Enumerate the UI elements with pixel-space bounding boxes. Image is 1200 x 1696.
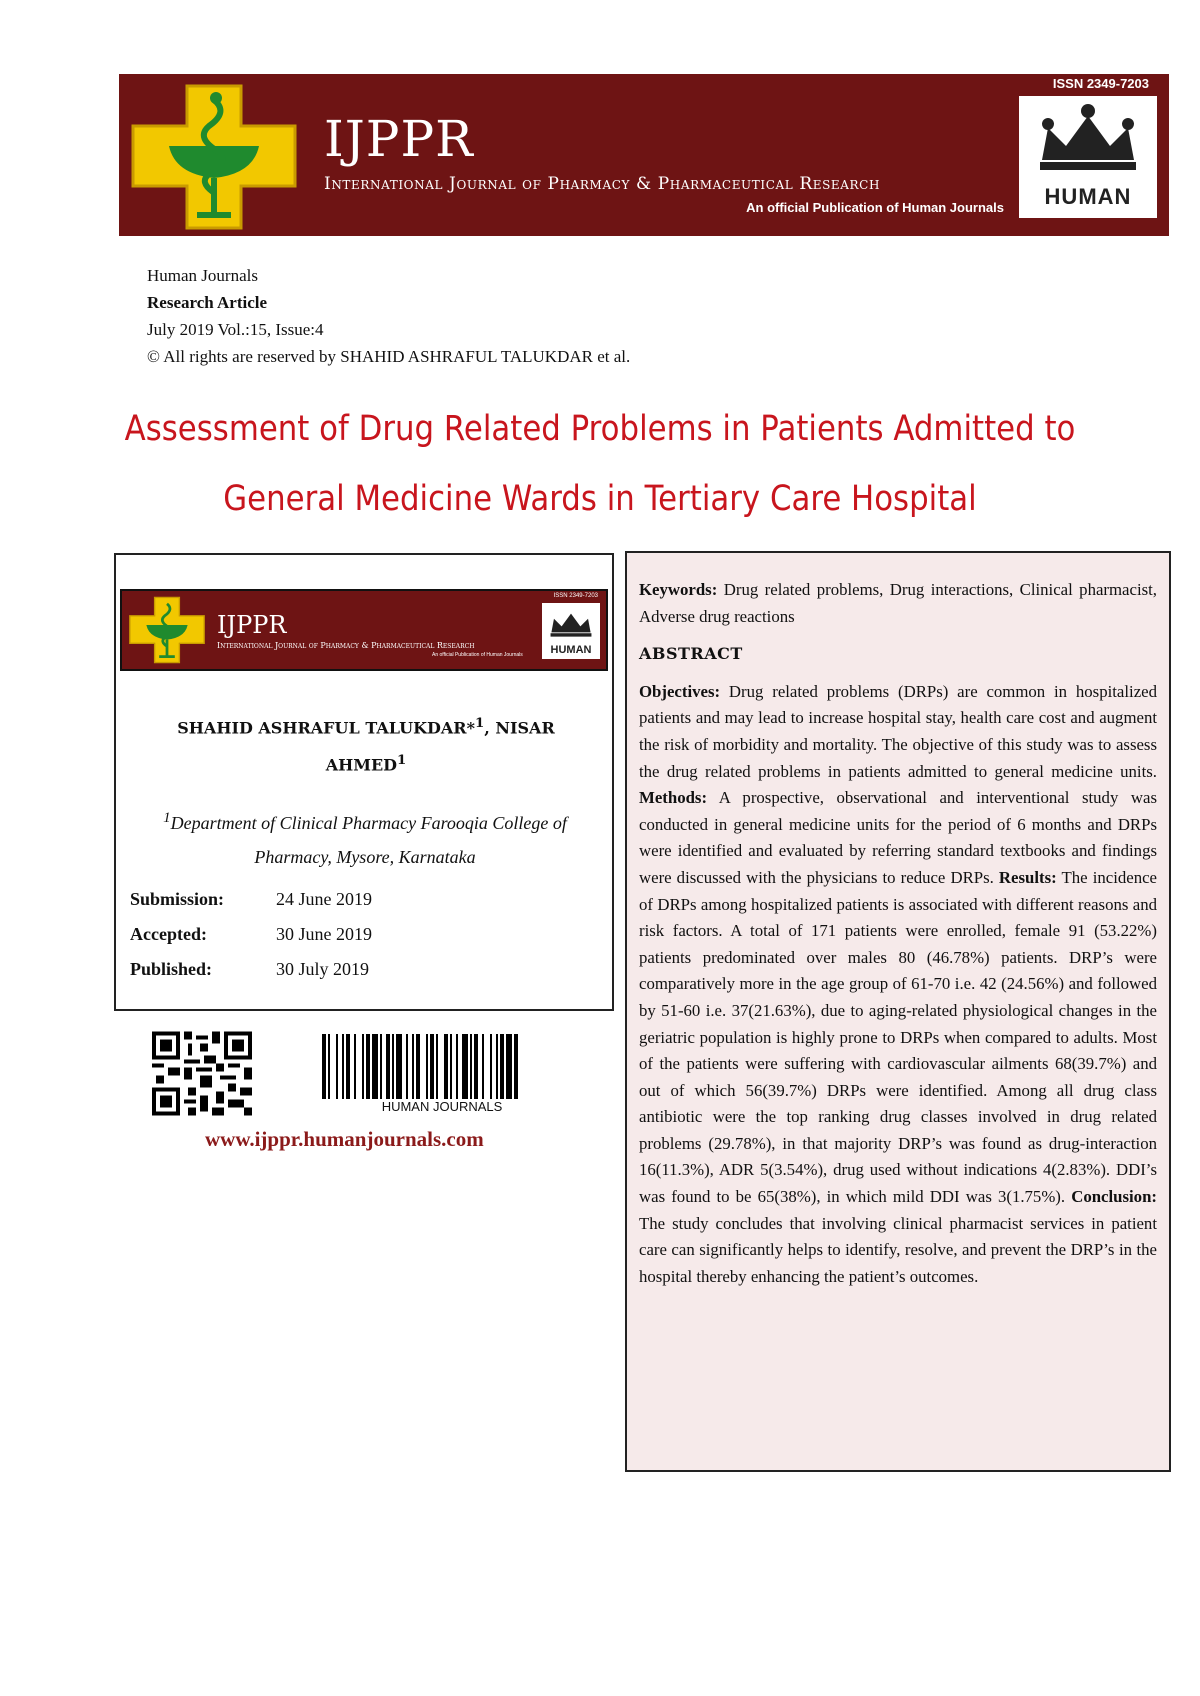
journal-banner <box>119 74 1169 236</box>
results-label: Results: <box>998 867 1057 887</box>
issn-label: ISSN 2349-7203 <box>1052 76 1149 91</box>
author-2: AHMED <box>325 755 398 775</box>
human-journals-logo <box>1019 96 1157 218</box>
abstract-heading: ABSTRACT <box>639 644 743 664</box>
methods-text: A prospective, observational and interventional study was conducted in general medicine units for the period of 6 months and DRPs were identified and evaluated by referring standard textbooks and findings were discussed with the physicians to reduce DRPs. <box>639 788 1157 887</box>
author-separator: , NISAR <box>484 718 555 738</box>
copyright-line: © All rights are reserved by SHAHID ASHRAFUL TALUKDAR et al. <box>147 347 631 366</box>
mini-human-logo <box>542 603 600 659</box>
objectives-label: Objectives: <box>639 681 721 701</box>
author-1-affil-mark: 1 <box>474 715 485 731</box>
abstract-box <box>625 551 1171 1472</box>
affiliation-mark: 1 <box>163 810 171 826</box>
date-label: Accepted: <box>130 924 207 944</box>
conclusion-text: The study concludes that involving clinical pharmacist services in patient care can significantly helps to identify, resolve, and prevent the DRP’s in the hospital thereby enhancing the patient’s outcomes. <box>639 1213 1157 1286</box>
mini-logo-name: IJPPR <box>217 611 287 639</box>
journal-full-name: International Journal of Pharmacy & Pharmaceutical Research <box>324 174 881 194</box>
author-1: SHAHID ASHRAFUL TALUKDAR* <box>177 718 475 738</box>
mini-logo-full: International Journal of Pharmacy & Pharmaceutical Research <box>217 641 475 650</box>
date-value: 30 July 2019 <box>276 959 370 979</box>
mini-pharmacy-cross-logo <box>128 595 206 665</box>
methods-label: Methods: <box>639 788 708 808</box>
qr-code <box>152 1031 252 1116</box>
article-meta <box>147 262 630 370</box>
title-line-1: Assessment of Drug Related Problems in Patients Admitted to <box>124 409 1076 449</box>
author-card <box>114 553 614 1011</box>
conclusion-label: Conclusion: <box>1071 1187 1157 1207</box>
human-logo-text: HUMAN <box>1044 184 1132 209</box>
mini-issn: ISSN 2349-7203 <box>553 593 598 599</box>
article-type: Research Article <box>147 293 268 312</box>
publication-dates <box>130 889 372 994</box>
affiliation-line-1: Department of Clinical Pharmacy Farooqia College of <box>170 813 567 833</box>
journal-tagline: An official Publication of Human Journals <box>746 200 1004 215</box>
date-row-submission <box>130 889 372 924</box>
keywords-text: Drug related problems, Drug interactions, Clinical pharmacist, Adverse drug reactions <box>639 580 1157 626</box>
mini-logo-tagline: An official Publication of Human Journals <box>432 652 523 658</box>
pharmacy-cross-logo <box>129 82 299 232</box>
date-value: 24 June 2019 <box>276 889 372 909</box>
mini-crown-icon <box>548 607 594 639</box>
date-row-accepted <box>130 924 372 959</box>
publisher-name: Human Journals <box>147 266 258 285</box>
keywords-paragraph <box>639 577 1157 630</box>
author-list <box>146 707 586 782</box>
results-text: The incidence of DRPs among hospitalized patients is associated with different reasons and risk factors. A total of 171 patients were enrolled, female 91 (53.22%) patients predominated over males 80 (46.78%) patients. DRP’s were comparatively more in the age group of 61-70 i.e. 42 (24.56%) and followed by 51-60 i.e. 37(21.63%), due to aging-related physiological changes in the geriatric population is highly prone to DRPs when compared to adults. Most of the patients were suffering with cardiovascular ailments 68(39.7%) and out of which 56(39.7%) DRPs were identified. Among all drug class antibiotic were the top ranking drug classes involved in drug related problems (29.78%), in that majority DRP’s was found as drug-interaction 16(11.3%), ADR 5(3.54%), drug used without indications 4(2.83%). DDI’s was found to be 65(38%), in which mild DDI was 3(1.75%). <box>639 867 1157 1207</box>
mini-human-text: HUMAN <box>550 644 592 656</box>
journal-logo-name: IJPPR <box>324 110 474 168</box>
affiliation-line-2: Pharmacy, Mysore, Karnataka <box>254 847 476 867</box>
date-value: 30 June 2019 <box>276 924 372 944</box>
issue-info: July 2019 Vol.:15, Issue:4 <box>147 320 324 339</box>
date-label: Published: <box>130 959 213 979</box>
objectives-text: Drug related problems (DRPs) are common in hospitalized patients and may lead to increase hospital stay, health care cost and augment the risk of morbidity and mortality. The objective of this study was to assess the drug related problems in patients admitted to general medicine units. <box>639 681 1157 781</box>
barcode-label: HUMAN JOURNALS <box>322 1099 562 1114</box>
crown-icon <box>1034 102 1142 174</box>
date-label: Submission: <box>130 889 225 909</box>
abstract-content <box>639 577 1157 1290</box>
mini-journal-banner <box>120 589 608 671</box>
keywords-label: Keywords: <box>639 580 718 599</box>
affiliation <box>130 801 600 874</box>
article-title <box>107 394 1093 534</box>
author-2-affil-mark: 1 <box>397 752 407 769</box>
date-row-published <box>130 959 372 994</box>
title-line-2: General Medicine Wards in Tertiary Care Hospital <box>223 479 977 519</box>
journal-url-link[interactable]: www.ijppr.humanjournals.com <box>205 1127 484 1151</box>
abstract-body <box>639 679 1157 1291</box>
